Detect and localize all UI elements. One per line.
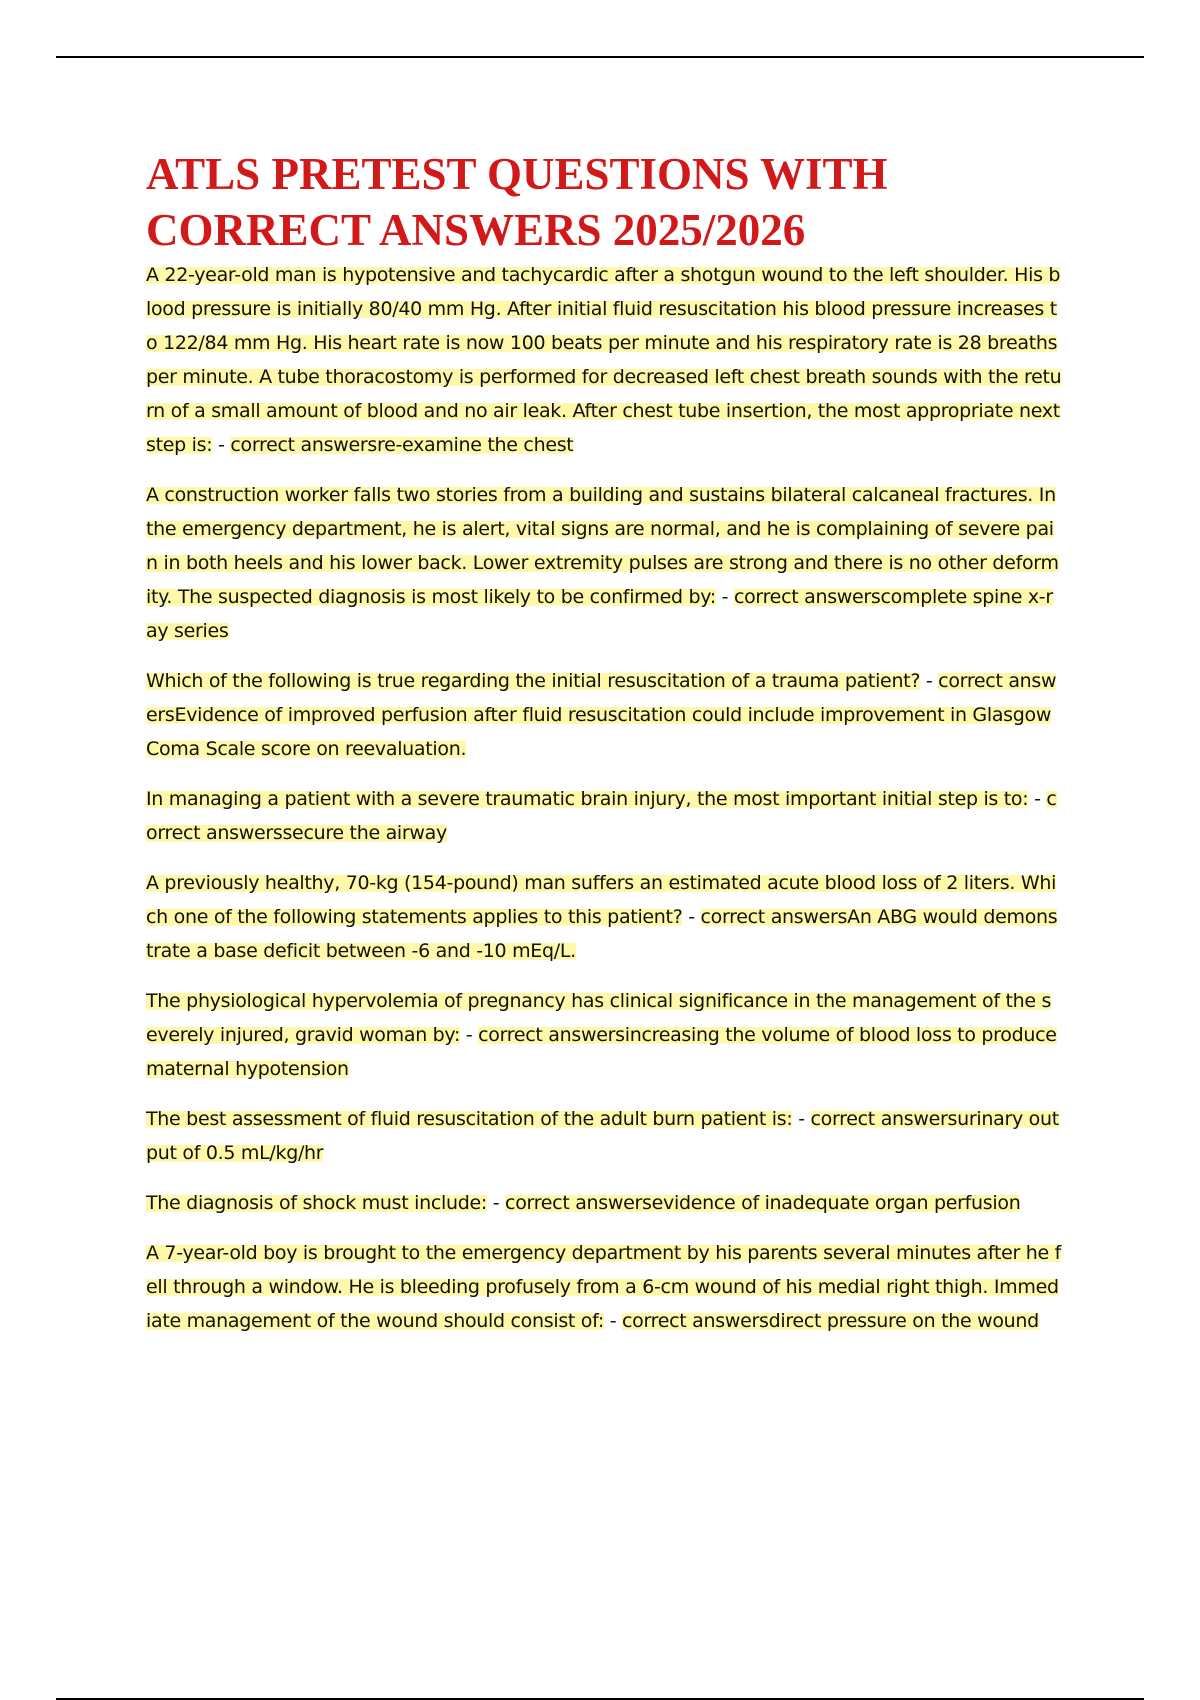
separator: - bbox=[715, 586, 734, 608]
answer-prefix: correct answers bbox=[622, 1310, 769, 1332]
top-rule bbox=[56, 56, 1144, 58]
document-title: ATLS PRETEST QUESTIONS WITH CORRECT ANSWERS 2025/2026 bbox=[146, 149, 888, 255]
answer-text: complete spine x-ray series bbox=[146, 586, 1053, 642]
qa-item bbox=[146, 1236, 1062, 1338]
answer-text: evidence of inadequate organ perfusion bbox=[651, 1192, 1021, 1214]
answer-text: Evidence of improved perfusion after fluid resuscitation could include improvement in Glasgow Coma Scale score on reevaluation. bbox=[146, 704, 1052, 760]
separator: - bbox=[920, 670, 939, 692]
answer-text: re-examine the chest bbox=[376, 434, 574, 456]
separator: - bbox=[792, 1108, 811, 1130]
separator: - bbox=[603, 1310, 622, 1332]
qa-item bbox=[146, 866, 1062, 968]
question-text: Which of the following is true regarding the initial resuscitation of a trauma patient? bbox=[146, 670, 921, 692]
answer-prefix: correct answers bbox=[230, 434, 377, 456]
document-body bbox=[146, 146, 1062, 1354]
separator: - bbox=[460, 1024, 479, 1046]
answer-prefix: correct answers bbox=[478, 1024, 625, 1046]
qa-item bbox=[146, 478, 1062, 648]
question-text: A previously healthy, 70-kg (154-pound) man suffers an estimated acute blood loss of 2 liters. Which one of the following statements applies to this patient? bbox=[146, 872, 1057, 928]
question-text: A 7-year-old boy is brought to the emergency department by his parents several minutes after he fell through a window. He is bleeding profusely from a 6-cm wound of his medial right thigh. Immediate management of the wound should consist of: bbox=[146, 1242, 1062, 1332]
answer-prefix: correct answers bbox=[505, 1192, 652, 1214]
question-text: In managing a patient with a severe traumatic brain injury, the most important initial step is to: bbox=[146, 788, 1029, 810]
separator: - bbox=[487, 1192, 506, 1214]
question-text: The diagnosis of shock must include: bbox=[146, 1192, 487, 1214]
qa-list bbox=[146, 258, 1062, 1338]
answer-prefix: correct answers bbox=[733, 586, 881, 608]
answer-text: direct pressure on the wound bbox=[768, 1310, 1039, 1332]
separator: - bbox=[212, 434, 231, 456]
qa-item bbox=[146, 782, 1062, 850]
separator: - bbox=[1028, 788, 1047, 810]
qa-item bbox=[146, 258, 1062, 462]
question-text: A construction worker falls two stories from a building and sustains bilateral calcaneal fractures. In the emergency department, he is alert, vital signs are normal, and he is complaining of severe pain in both heels and his lower back. Lower extremity pulses are strong and there is no other deformity. The suspected diagnosis is most likely to be confirmed by: bbox=[146, 484, 1059, 608]
answer-text: secure the airway bbox=[282, 822, 447, 844]
qa-item bbox=[146, 1186, 1062, 1220]
qa-item bbox=[146, 664, 1062, 766]
answer-prefix: correct answers bbox=[810, 1108, 958, 1130]
answer-prefix: correct answers bbox=[146, 670, 1057, 726]
qa-item bbox=[146, 1102, 1062, 1170]
answer-text: An ABG would demonstrate a base deficit between -6 and -10 mEq/L. bbox=[146, 906, 1058, 962]
question-text: The physiological hypervolemia of pregnancy has clinical significance in the management of the severely injured, gravid woman by: bbox=[146, 990, 1052, 1046]
answer-prefix: correct answers bbox=[700, 906, 848, 928]
answer-prefix: correct answers bbox=[146, 788, 1057, 844]
qa-item bbox=[146, 984, 1062, 1086]
question-text: The best assessment of fluid resuscitation of the adult burn patient is: bbox=[146, 1108, 793, 1130]
answer-text: increasing the volume of blood loss to produce maternal hypotension bbox=[146, 1024, 1057, 1080]
separator: - bbox=[682, 906, 701, 928]
question-text: A 22-year-old man is hypotensive and tachycardic after a shotgun wound to the left shoulder. His blood pressure is initially 80/40 mm Hg. After initial fluid resuscitation his blood pressure increases to 122/84 mm Hg. His heart rate is now 100 beats per minute and his respiratory rate is 28 breaths per minute. A tube thoracostomy is performed for decreased left chest breath sounds with the return of a small amount of blood and no air leak. After chest tube insertion, the most appropriate next step is: bbox=[146, 264, 1062, 456]
answer-text: urinary output of 0.5 mL/kg/hr bbox=[146, 1108, 1059, 1164]
